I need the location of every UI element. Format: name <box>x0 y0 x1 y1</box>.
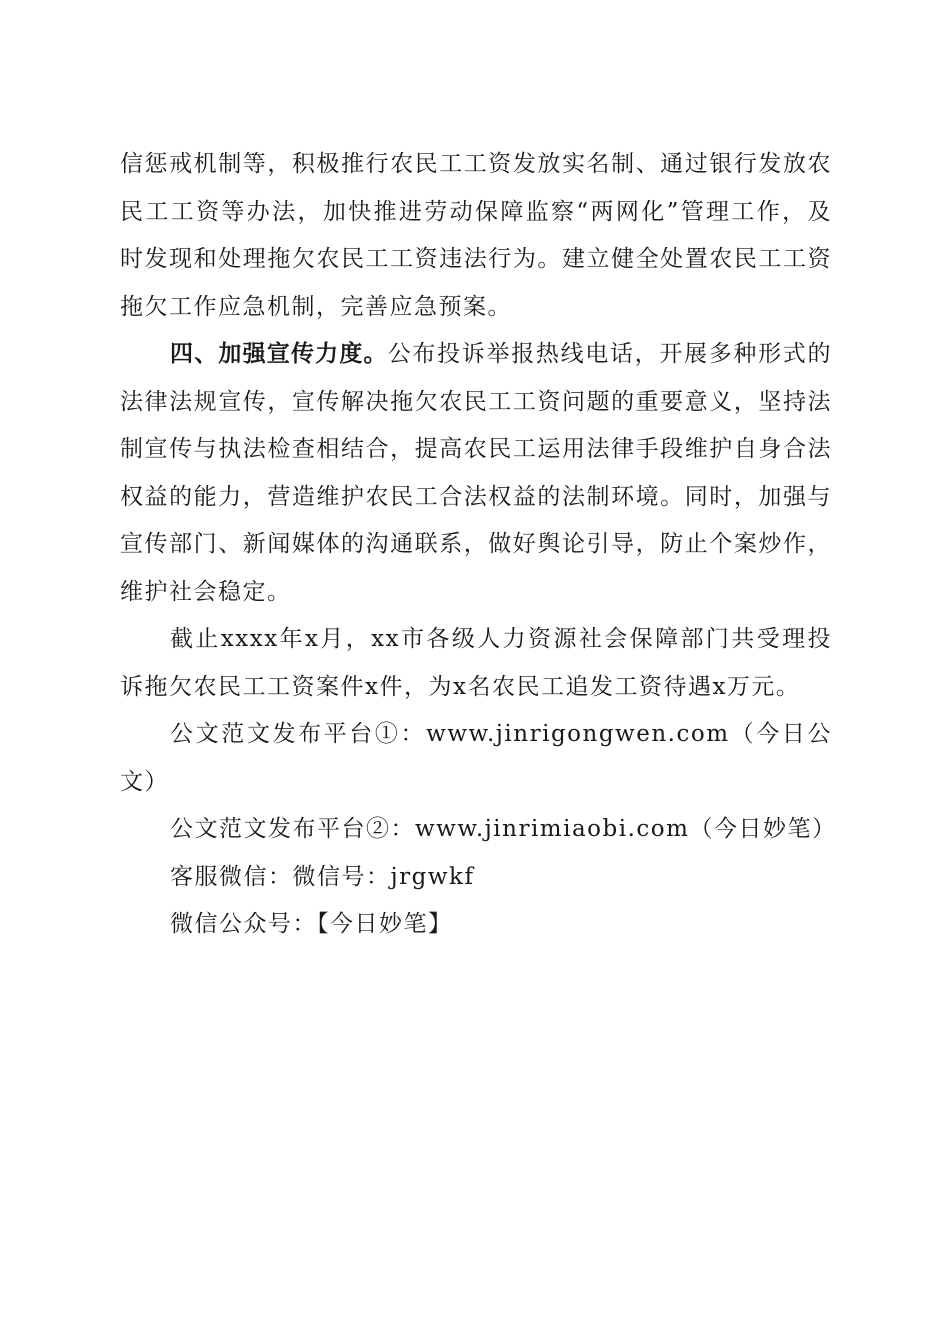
service-wechat-line: 客服微信：微信号：jrgwkf <box>170 863 475 890</box>
paragraph-publicity-body: 公布投诉举报热线电话，开展多种形式的法律法规宣传，宣传解决拖欠农民工工资问题的重要意义，坚持法制宣传与执法检查相结合，提高农民工运用法律手段维护自身合法权益的能力，营造维护农民工合法权益的法制环境。同时，加强与宣传部门、新闻媒体的沟通联系，做好舆论引导，防止个案炒作，维护社会稳定。 <box>120 341 833 605</box>
platform-line-2: 公文范文发布平台②：www.jinrimiaobi.com（今日妙笔） <box>170 816 837 842</box>
platform-line-1: 公文范文发布平台①：www.jinrigongwen.com（今日公文） <box>120 721 832 795</box>
paragraph-continuation: 信惩戒机制等，积极推行农民工工资发放实名制、通过银行发放农民工工资等办法，加快推进劳动保障监察“两网化”管理工作，及时发现和处理拖欠农民工工资违法行为。建立健全处置农民工工资拖欠工作应急机制，完善应急预案。 <box>120 151 832 320</box>
official-account-line: 微信公众号：【今日妙笔】 <box>170 911 453 937</box>
paragraph-publicity <box>120 331 832 616</box>
document-page <box>120 141 837 949</box>
paragraph-statistics: 截止xxxx年x月，xx市各级人力资源社会保障部门共受理投诉拖欠农民工工资案件x件，为x名农民工追发工资待遇x万元。 <box>120 626 832 700</box>
section-heading: 四、加强宣传力度。 <box>170 341 388 367</box>
